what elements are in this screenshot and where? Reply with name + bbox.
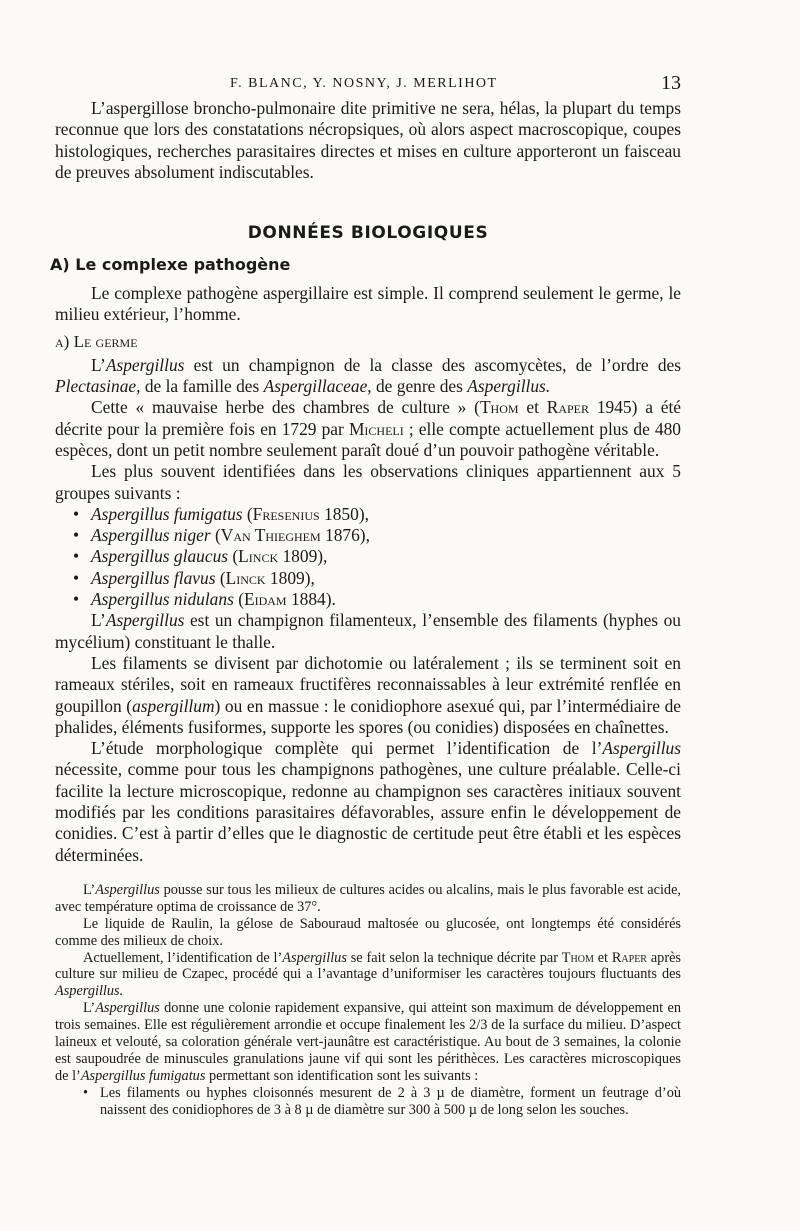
intro-paragraph: L’aspergillose broncho-pulmonaire dite primitive ne sera, hélas, la plupart du temps reconnue que lors des constatations nécropsiques, où alors aspect macroscopique, coupes histologiques, recherches parasitaires directes et mises en culture apporteront un faisceau de preuves absolument indiscutables. bbox=[55, 98, 681, 182]
morphology-paragraph: L’étude morphologique complète qui permet l’identification de l’Aspergillus nécessite, comme pour tous les champignons pathogènes, une culture préalable. Celle-ci facilite la lecture microscopique, redonne au champignon ses caractères initiaux souvent modifiés par les conditions parasitaires défavorables, assure enfin le développement de conidies. C’est à partir d’elles que le diagnostic de certitude peut être établi et les espèces déterminées. bbox=[55, 738, 681, 865]
small-print-paragraph-2: Le liquide de Raulin, la gélose de Sabouraud maltosée ou glucosée, ont longtemps été considérés comme des milieux de choix. bbox=[55, 915, 681, 949]
dichotomie-paragraph: Les filaments se divisent par dichotomie ou latéralement ; ils se terminent soit en rameaux stériles, soit en rameaux fructifères reconnaissables à leur extrémité renflée en goupillon (aspergillum) ou en massue : le conidiophore asexué qui, par l’intermédiaire de phalides, éléments fusiformes, supporte les spores (ou conidies) disposées en chaînettes. bbox=[55, 652, 681, 737]
small-print-paragraph-1: L’Aspergillus pousse sur tous les milieux de cultures acides ou alcalins, mais le plus favorable est acide, avec température optima de croissance de 37°. bbox=[55, 881, 681, 915]
section-title: DONNÉES BIOLOGIQUES bbox=[247, 223, 489, 244]
species-list bbox=[55, 504, 681, 610]
list-item: • Aspergillus niger (Van Thieghem 1876), bbox=[73, 525, 370, 546]
list-item: • Aspergillus nidulans (Eidam 1884). bbox=[73, 589, 336, 610]
list-item: • Aspergillus flavus (Linck 1809), bbox=[73, 567, 315, 588]
bullet-icon: • bbox=[73, 525, 80, 546]
bullet-icon: • bbox=[83, 1084, 89, 1101]
subsection-title: A) Le complexe pathogène bbox=[50, 255, 291, 275]
list-item: • Aspergillus fumigatus (Fresenius 1850), bbox=[73, 503, 369, 524]
germe-paragraph-1: L’Aspergillus est un champignon de la classe des ascomycètes, de l’ordre des Plectasinae, de la famille des Aspergillaceae, de genre des Aspergillus. bbox=[55, 354, 681, 397]
groupes-paragraph: Les plus souvent identifiées dans les observations cliniques appartiennent aux 5 groupes suivants : bbox=[55, 461, 681, 503]
bullet-icon: • bbox=[73, 503, 80, 524]
bullet-icon: • bbox=[73, 546, 80, 567]
page-number: 13 bbox=[661, 72, 681, 94]
filament-paragraph: L’Aspergillus est un champignon filamenteux, l’ensemble des filaments (hyphes ou mycélium) constituant le thalle. bbox=[55, 610, 681, 652]
bullet-icon: • bbox=[73, 589, 80, 610]
list-item: • Aspergillus glaucus (Linck 1809), bbox=[73, 546, 328, 567]
running-header bbox=[55, 70, 681, 98]
germe-heading: a) Le germe bbox=[55, 331, 138, 351]
running-head-authors: F. BLANC, Y. NOSNY, J. MERLIHOT bbox=[230, 76, 498, 91]
bullet-icon: • bbox=[73, 567, 80, 588]
germe-paragraph-2: Cette « mauvaise herbe des chambres de culture » (Thom et Raper 1945) a été décrite pour la première fois en 1729 par Micheli ; elle compte actuellement plus de 480 espèces, dont un petit nombre seulement paraît doué d’un pouvoir pathogène véritable. bbox=[55, 397, 681, 460]
complexe-paragraph: Le complexe pathogène aspergillaire est simple. Il comprend seulement le germe, le milieu extérieur, l’homme. bbox=[55, 283, 681, 325]
small-print-paragraph-3: Actuellement, l’identification de l’Aspergillus se fait selon la technique décrite par Thom et Raper après culture sur milieu de Czapec, procédé qui a l’avantage d’uniformiser les caractères toujours fluctuants des Aspergillus. bbox=[55, 949, 681, 1000]
document-page bbox=[50, 70, 681, 1119]
small-print-paragraph-4: L’Aspergillus donne une colonie rapidement expansive, qui atteint son maximum de développement en trois semaines. Elle est régulièrement arrondie et occupe finalement les 2/3 de la surface du milieu. D’aspect laineux et velouté, sa coloration générale vert-jaunâtre est caractéristique. Au bout de 3 semaines, la colonie est saupoudrée de minuscules granulations jaune vif qui sont les périthèces. Les caractères microscopiques de l’Aspergillus fumigatus permettant son identification sont les suivants : bbox=[55, 1000, 681, 1084]
small-print-bullet: • Les filaments ou hyphes cloisonnés mesurent de 2 à 3 µ de diamètre, forment un feutrage d’où naissent des conidiophores de 3 à 8 µ de diamètre sur 300 à 500 µ de long selon les souches. bbox=[83, 1084, 681, 1118]
small-print-section bbox=[55, 882, 681, 1119]
